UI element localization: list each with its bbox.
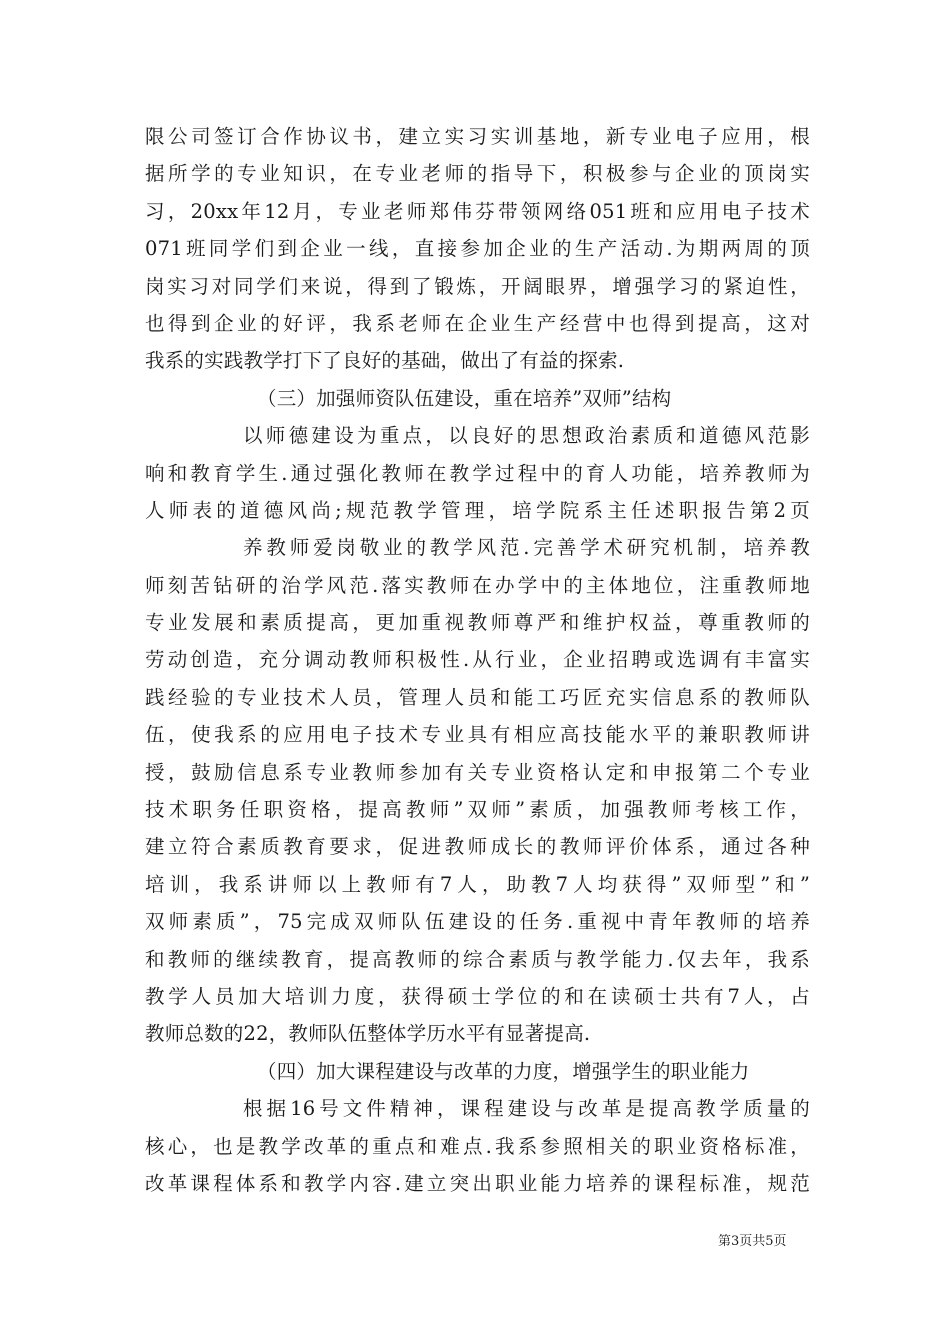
- body-line: 071班同学们到企业一线，直接参加企业的生产活动.为期两周的顶: [145, 237, 810, 261]
- body-line: 践经验的专业技术人员，管理人员和能工巧匠充实信息系的教师队: [145, 685, 810, 709]
- body-line: 伍，使我系的应用电子技术专业具有相应高技能水平的兼职教师讲: [145, 723, 810, 747]
- body-line: 人师表的道德风尚;规范教学管理，培学院系主任述职报告第2页: [145, 498, 810, 522]
- body-line: 核心，也是教学改革的重点和难点.我系参照相关的职业资格标准，: [145, 1134, 810, 1158]
- body-line: 我系的实践教学打下了良好的基础，做出了有益的探索.: [145, 349, 625, 373]
- section-heading: （四）加大课程建设与改革的力度，增强学生的职业能力: [257, 1059, 750, 1083]
- body-line: 限公司签订合作协议书，建立实习实训基地，新专业电子应用，根: [145, 125, 810, 148]
- body-line: 双师素质”，75完成双师队伍建设的任务.重视中青年教师的培养: [145, 910, 810, 934]
- body-line: 根据16号文件精神，课程建设与改革是提高教学质量的: [243, 1097, 810, 1121]
- body-line: 教师总数的22，教师队伍整体学历水平有显著提高.: [145, 1022, 591, 1046]
- body-line: 岗实习对同学们来说，得到了锻炼，开阔眼界，增强学习的紧迫性，: [145, 274, 810, 298]
- body-line: 师刻苦钻研的治学风范.落实教师在办学中的主体地位，注重教师地: [145, 573, 810, 597]
- body-line: 改革课程体系和教学内容.建立突出职业能力培养的课程标准，规范: [145, 1171, 810, 1195]
- section-heading: （三）加强师资队伍建设，重在培养”双师”结构: [257, 386, 672, 410]
- page-number: 第3页共5页: [718, 1234, 787, 1249]
- body-line: 培训，我系讲师以上教师有7人，助教7人均获得”双师型”和”: [145, 872, 810, 896]
- body-line: 建立符合素质教育要求，促进教师成长的教师评价体系，通过各种: [145, 835, 810, 859]
- body-line: 授，鼓励信息系专业教师参加有关专业资格认定和申报第二个专业: [145, 760, 810, 784]
- body-line: 习，20xx年12月，专业老师郑伟芬带领网络051班和应用电子技术: [145, 199, 810, 223]
- body-line: 也得到企业的好评，我系老师在企业生产经营中也得到提高，这对: [145, 311, 810, 335]
- body-line: 技术职务任职资格，提高教师”双师”素质，加强教师考核工作，: [145, 798, 810, 822]
- body-line: 和教师的继续教育，提高教师的综合素质与教学能力.仅去年，我系: [145, 947, 810, 971]
- body-line: 专业发展和素质提高，更加重视教师尊严和维护权益，尊重教师的: [145, 611, 810, 635]
- body-line: 劳动创造，充分调动教师积极性.从行业，企业招聘或选调有丰富实: [145, 648, 810, 672]
- body-line: 据所学的专业知识，在专业老师的指导下，积极参与企业的顶岗实: [145, 162, 810, 186]
- body-line: 响和教育学生.通过强化教师在教学过程中的育人功能，培养教师为: [145, 461, 810, 485]
- document-body: [145, 118, 810, 1202]
- body-line: 养教师爱岗敬业的教学风范.完善学术研究机制，培养教: [243, 536, 810, 560]
- body-line: 教学人员加大培训力度，获得硕士学位的和在读硕士共有7人，占: [145, 984, 810, 1008]
- body-line: 以师德建设为重点，以良好的思想政治素质和道德风范影: [243, 424, 810, 448]
